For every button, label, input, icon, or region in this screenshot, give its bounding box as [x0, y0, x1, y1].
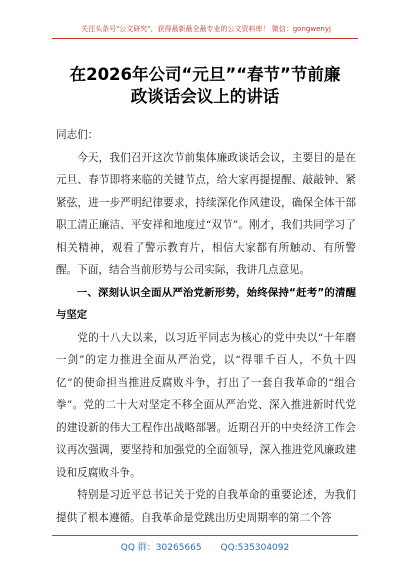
header-banner: 关注头条号"公文研究"，获得最新最全最专业的公文资料库！ 微信：gongwenyj [81, 25, 331, 33]
paragraph: 党的十八大以来，以习近平同志为核心的党中央以“十年磨一剑”的定力推进全面从严治党，以“得罪千百人，不负十四亿”的使命担当推进反腐败斗争，打出了一套自我革命的“组合拳”。党的二十大对坚定不移全面从严治党、深入推进新时代党的建设新的伟大工程作出战略部署。近期召开的中央经济工作会议再次强调，要坚持和加强党的全面领导，深入推进党风廉政建设和反腐败斗争。 [56, 331, 356, 479]
document-title [52, 64, 358, 108]
footer-qq-group: QQ 群：30265665 [120, 543, 202, 553]
title-line-1: 在2026年公司“元旦”“春节”节前廉 [69, 65, 341, 84]
paragraph: 今天，我们召开这次节前集体廉政谈话会议，主要目的是在元旦、春节即将来临的关键节点，给大家再提提醒、敲敲钟、紧紧弦，进一步严明纪律要求，持续深化作风建设，确保全体干部职工清正廉洁、平安祥和地度过“双节”。刚才，我们共同学习了相关精神，观看了警示教育片，相信大家都有所触动、有所警醒。下面，结合当前形势与公司实际，我讲几点意见。 [56, 151, 356, 276]
footer [52, 540, 358, 553]
header-divider [52, 38, 358, 39]
footer-qq: QQ:535304092 [220, 543, 290, 553]
salutation: 同志们： [56, 129, 99, 141]
paragraph: 特别是习近平总书记关于党的自我革命的重要论述，为我们提供了根本遵循。自我革命是党跳出历史周期率的第二个答 [56, 489, 356, 524]
title-line-2: 政谈话会议上的讲话 [130, 87, 280, 106]
document-body [56, 124, 356, 529]
section-heading: 一、深刻认识全面从严治党新形势，始终保持“赶考”的清醒与坚定 [56, 286, 356, 321]
footer-divider [52, 535, 358, 536]
